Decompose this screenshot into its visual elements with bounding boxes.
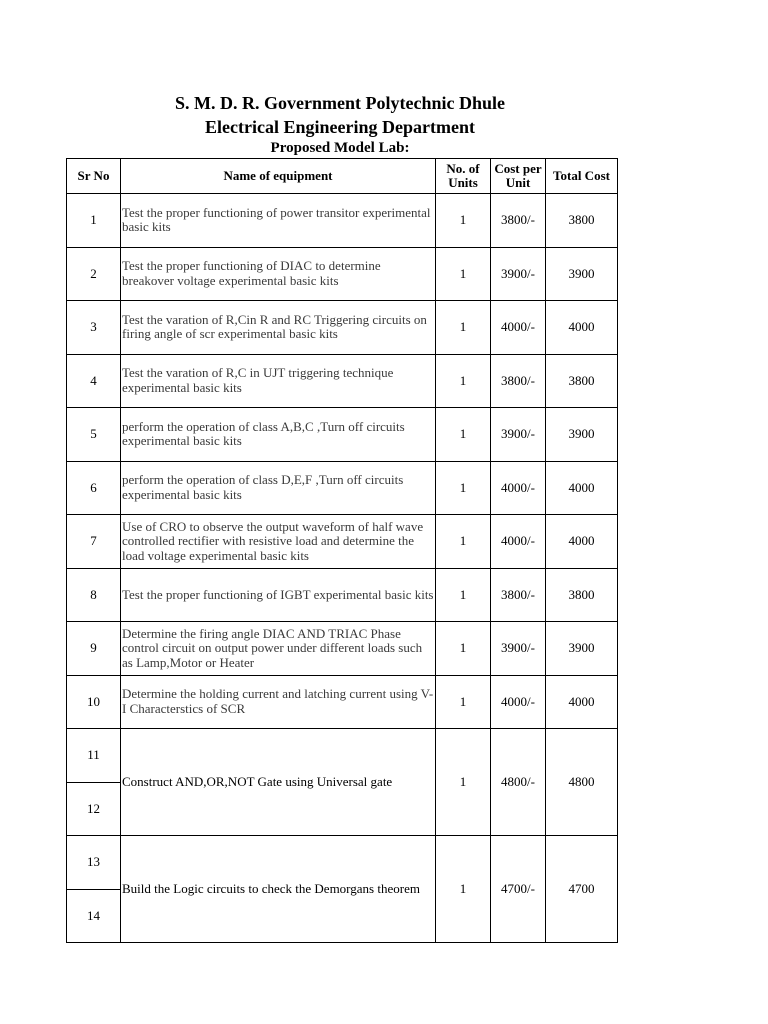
col-header-units: No. of Units xyxy=(436,159,491,194)
cost-cell: 4800/- xyxy=(491,729,546,836)
equipment-name-cell: Test the varation of R,C in UJT triggering technique experimental basic kits xyxy=(121,354,436,408)
units-cell: 1 xyxy=(436,568,491,622)
total-cell: 4000 xyxy=(546,301,618,355)
table-row xyxy=(67,568,618,622)
table-row xyxy=(67,408,618,462)
sr-cell: 3 xyxy=(67,301,121,355)
units-cell: 1 xyxy=(436,354,491,408)
total-cell: 3800 xyxy=(546,194,618,248)
total-cell: 4000 xyxy=(546,675,618,729)
sr-cell: 7 xyxy=(67,515,121,569)
sr-cell: 5 xyxy=(67,408,121,462)
subtitle: Proposed Model Lab: xyxy=(270,140,410,156)
col-header-total: Total Cost xyxy=(546,159,618,194)
sr-cell: 11 xyxy=(67,729,121,783)
equipment-name-cell: Build the Logic circuits to check the Demorgans theorem xyxy=(121,836,436,943)
sr-cell: 12 xyxy=(67,782,121,836)
cost-cell: 3900/- xyxy=(491,408,546,462)
sr-cell: 4 xyxy=(67,354,121,408)
cost-cell: 3800/- xyxy=(491,568,546,622)
total-cell: 3900 xyxy=(546,247,618,301)
total-cell: 3800 xyxy=(546,354,618,408)
cost-cell: 4000/- xyxy=(491,515,546,569)
cost-cell: 3900/- xyxy=(491,622,546,676)
units-cell: 1 xyxy=(436,729,491,836)
col-header-name: Name of equipment xyxy=(121,159,436,194)
equipment-name-cell: Test the proper functioning of power transitor experimental basic kits xyxy=(121,194,436,248)
table-header-row xyxy=(67,159,618,194)
table-row xyxy=(67,194,618,248)
units-cell: 1 xyxy=(436,247,491,301)
units-cell: 1 xyxy=(436,301,491,355)
units-cell: 1 xyxy=(436,408,491,462)
total-cell: 3900 xyxy=(546,622,618,676)
total-cell: 4000 xyxy=(546,461,618,515)
equipment-name-cell: Determine the firing angle DIAC AND TRIAC Phase control circuit on output power under different loads such as Lamp,Motor or Heater xyxy=(121,622,436,676)
cost-cell: 3800/- xyxy=(491,354,546,408)
table-row xyxy=(67,247,618,301)
equipment-name-cell: Construct AND,OR,NOT Gate using Universal gate xyxy=(121,729,436,836)
equipment-name-cell: perform the operation of class D,E,F ,Turn off circuits experimental basic kits xyxy=(121,461,436,515)
units-cell: 1 xyxy=(436,461,491,515)
equipment-name-cell: Test the varation of R,Cin R and RC Triggering circuits on firing angle of scr experimental basic kits xyxy=(121,301,436,355)
sr-cell: 13 xyxy=(67,836,121,890)
table-row xyxy=(67,515,618,569)
cost-cell: 4000/- xyxy=(491,301,546,355)
sr-cell: 10 xyxy=(67,675,121,729)
institute-title: S. M. D. R. Government Polytechnic Dhule xyxy=(175,93,505,113)
table-row xyxy=(67,675,618,729)
equipment-name-cell: Determine the holding current and latching current using V-I Characterstics of SCR xyxy=(121,675,436,729)
sr-cell: 6 xyxy=(67,461,121,515)
equipment-name-cell: Test the proper functioning of DIAC to determine breakover voltage experimental basic kits xyxy=(121,247,436,301)
cost-cell: 4700/- xyxy=(491,836,546,943)
total-cell: 3900 xyxy=(546,408,618,462)
cost-cell: 3900/- xyxy=(491,247,546,301)
sr-cell: 1 xyxy=(67,194,121,248)
cost-cell: 4000/- xyxy=(491,675,546,729)
table-row xyxy=(67,301,618,355)
col-header-sr: Sr No xyxy=(67,159,121,194)
sr-cell: 2 xyxy=(67,247,121,301)
table-row xyxy=(67,836,618,890)
equipment-table xyxy=(66,158,618,943)
cost-cell: 4000/- xyxy=(491,461,546,515)
sr-cell: 8 xyxy=(67,568,121,622)
total-cell: 3800 xyxy=(546,568,618,622)
units-cell: 1 xyxy=(436,622,491,676)
equipment-name-cell: perform the operation of class A,B,C ,Turn off circuits experimental basic kits xyxy=(121,408,436,462)
cost-cell: 3800/- xyxy=(491,194,546,248)
units-cell: 1 xyxy=(436,194,491,248)
units-cell: 1 xyxy=(436,675,491,729)
sr-cell: 9 xyxy=(67,622,121,676)
units-cell: 1 xyxy=(436,515,491,569)
table-row xyxy=(67,622,618,676)
equipment-name-cell: Use of CRO to observe the output waveform of half wave controlled rectifier with resistive load and determine the load voltage experimental basic kits xyxy=(121,515,436,569)
total-cell: 4700 xyxy=(546,836,618,943)
col-header-cost: Cost per Unit xyxy=(491,159,546,194)
units-cell: 1 xyxy=(436,836,491,943)
table-row xyxy=(67,354,618,408)
total-cell: 4800 xyxy=(546,729,618,836)
equipment-name-cell: Test the proper functioning of IGBT experimental basic kits xyxy=(121,568,436,622)
table-row xyxy=(67,461,618,515)
table-row xyxy=(67,729,618,783)
department-title: Electrical Engineering Department xyxy=(205,117,475,137)
total-cell: 4000 xyxy=(546,515,618,569)
sr-cell: 14 xyxy=(67,889,121,943)
